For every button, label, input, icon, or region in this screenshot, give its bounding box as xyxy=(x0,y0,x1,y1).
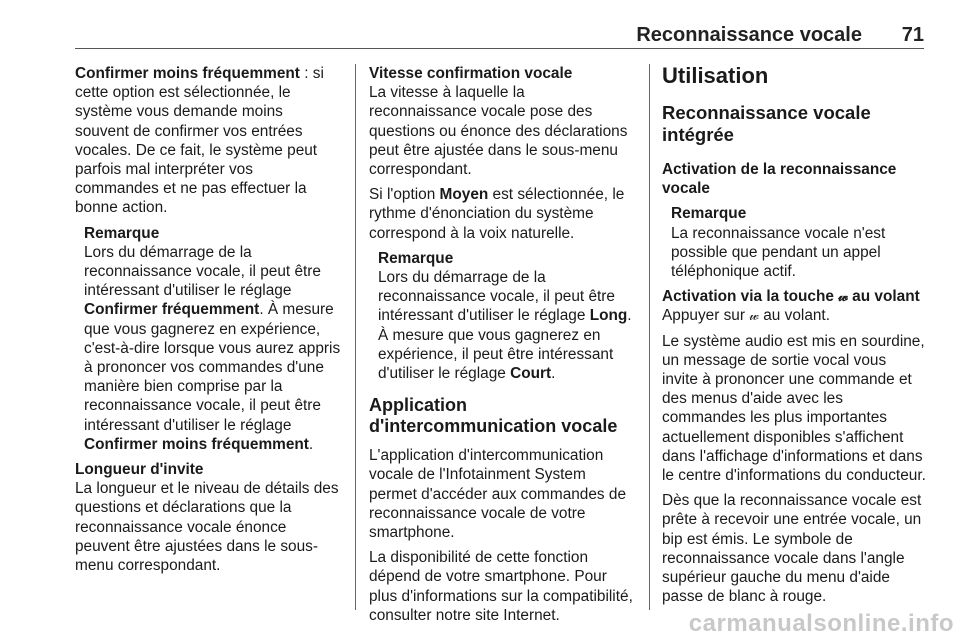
text: Appuyer sur xyxy=(662,307,750,325)
text: : si cette option est sélectionnée, le système vous demande moins souvent de confirmer vos entrées vocales. De ce fait, le système peut parfois mal interpréter vos commandes et ne pas effectuer la bonne action. xyxy=(75,65,324,217)
note-title: Remarque xyxy=(671,205,747,223)
watermark: carmanualsonline.info xyxy=(688,610,954,637)
section-heading: Application d'intercommunication vocale xyxy=(369,395,618,437)
text: est sélectionnée, le rythme d'énonciation du système correspond à la voix naturelle. xyxy=(369,186,625,242)
header-title: Reconnaissance vocale xyxy=(636,24,862,46)
paragraph: La longueur et le niveau de détails des questions et déclarations que la reconnaissance vocale énonce peuvent être ajustées dans le sous-menu correspondant. xyxy=(75,480,339,575)
text: Activation via la touche xyxy=(662,288,839,306)
subheading: Vitesse confirmation vocale xyxy=(369,65,573,82)
note-title: Remarque xyxy=(378,249,454,267)
term: Long xyxy=(589,307,628,325)
paragraph: Le système audio est mis en sourdine, un message de sortie vocal vous invite à prononcer une commande et des menus d'aide avec les commandes les plus importantes actuellement disponibles s'affichent dans l'affichage d'informations et dans le centre d'informations du conducteur. xyxy=(662,332,926,485)
subheading: Longueur d'invite xyxy=(75,461,204,479)
note-title: Remarque xyxy=(84,224,160,242)
subheading xyxy=(662,287,926,306)
paragraph xyxy=(75,64,341,218)
note-text xyxy=(84,243,341,454)
column-3 xyxy=(662,64,926,612)
text: Si l'option xyxy=(369,186,440,204)
voice-control-icon: 𝓌 xyxy=(838,288,848,305)
chapter-heading: Utilisation xyxy=(662,63,769,88)
text: . xyxy=(308,435,314,453)
text: Lors du démarrage de la reconnaissance vocale, il peut être intéressant d'utiliser le réglage xyxy=(378,269,615,325)
page-header xyxy=(75,26,924,49)
term: Confirmer moins fréquemment xyxy=(75,65,300,82)
note-text xyxy=(378,268,633,383)
paragraph: La vitesse à laquelle la reconnaissance vocale pose des questions ou énonce des déclarations peut être ajustée dans le sous-menu correspondant. xyxy=(369,84,628,179)
note-box xyxy=(84,224,341,454)
text: au volant. xyxy=(758,307,830,325)
paragraph: La disponibilité de cette fonction dépend de votre smartphone. Pour plus d'informations sur la compatibilité, consulter notre site Internet. xyxy=(369,549,633,624)
column-divider xyxy=(355,64,356,610)
voice-control-icon: 𝓌 xyxy=(749,307,759,324)
note-box xyxy=(378,249,633,383)
term: Confirmer fréquemment xyxy=(84,301,260,319)
paragraph xyxy=(662,306,926,325)
note-text: La reconnaissance vocale n'est possible que pendant un appel téléphonique actif. xyxy=(671,224,886,281)
note-box xyxy=(671,204,926,281)
text: au volant xyxy=(847,288,920,306)
column-2 xyxy=(369,64,633,631)
text: . À mesure que vous gagnerez en expérience, c'est-à-dire lorsque vous aurez appris à prononcer vos commandes d'une manière bien comprise par la reconnaissance vocale, il peut être intéressant d'utiliser le réglage xyxy=(84,301,341,434)
subsection-heading: Activation de la reconnaissance vocale xyxy=(662,161,897,198)
text: Lors du démarrage de la reconnaissance vocale, il peut être intéressant d'utiliser le réglage xyxy=(84,243,321,300)
text: . À mesure que vous gagnerez en expérience, il peut être intéressant d'utiliser le réglage xyxy=(378,307,632,383)
paragraph: Dès que la reconnaissance vocale est prête à recevoir une entrée vocale, un bip est émis. Le symbole de reconnaissance vocale dans l'angle supérieur gauche du menu d'aide passe de blanc à rouge. xyxy=(662,492,922,606)
column-divider xyxy=(649,64,650,610)
text: . xyxy=(551,365,556,383)
column-1 xyxy=(75,64,341,581)
paragraph: L'application d'intercommunication vocale de l'Infotainment System permet d'accéder aux commandes de reconnaissance vocale de votre smartphone. xyxy=(369,447,627,542)
page-number: 71 xyxy=(901,24,924,46)
term: Moyen xyxy=(439,186,489,204)
section-heading: Reconnaissance vocale intégrée xyxy=(662,102,871,145)
term: Court xyxy=(510,365,552,383)
term: Confirmer moins fréquemment xyxy=(84,435,309,453)
paragraph xyxy=(369,185,633,243)
